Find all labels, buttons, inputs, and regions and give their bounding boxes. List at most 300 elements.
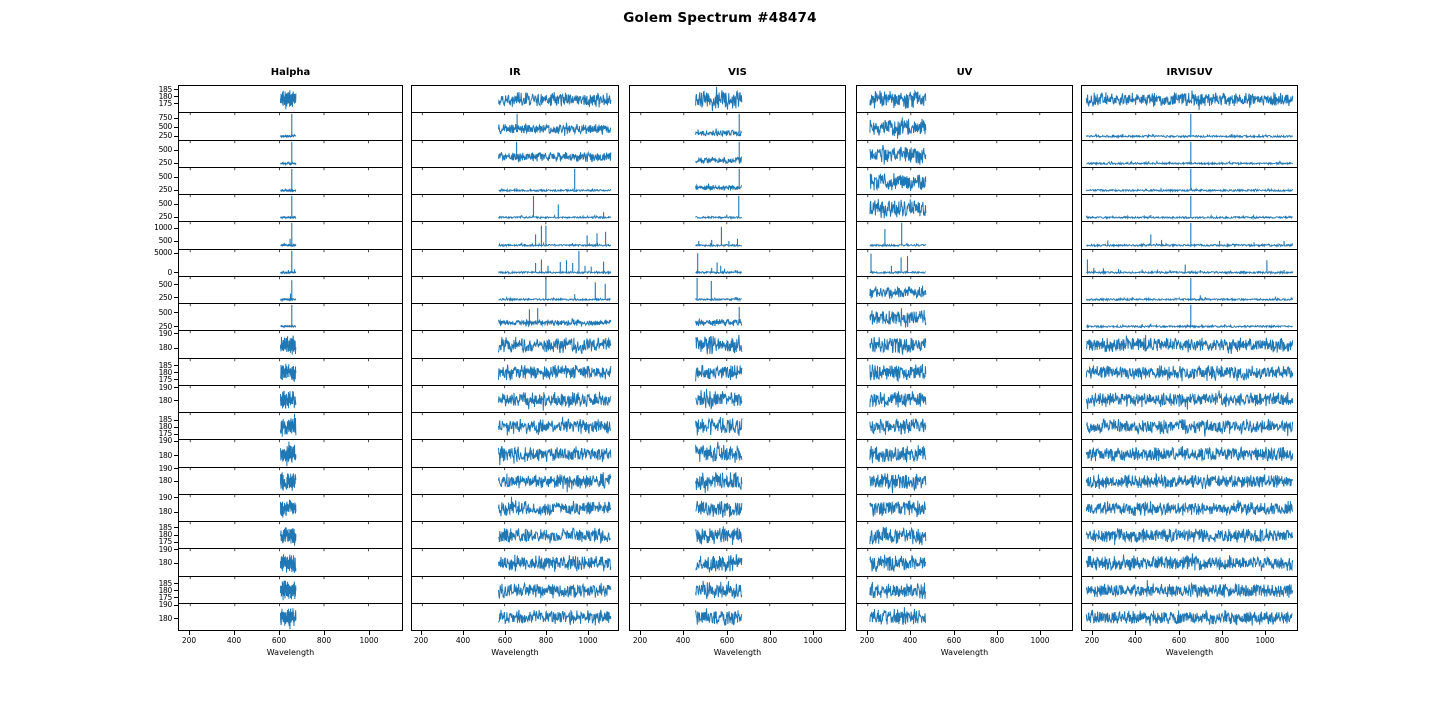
subplot-cell-r4-halpha [178, 167, 403, 195]
spectrum-line [1086, 324, 1292, 327]
y-tick-mark [174, 118, 178, 119]
x-axis-label: Wavelength [266, 648, 315, 657]
spectrum-line [696, 365, 742, 381]
y-tick-label: 500 [158, 236, 172, 246]
spectrum-plot [1082, 495, 1297, 521]
spectrum-plot [179, 359, 402, 385]
spectrum-line [870, 91, 926, 109]
subplot-cell-r19-ir [411, 576, 619, 604]
y-tick-label: 250 [158, 131, 172, 140]
x-tick-label: 400 [1127, 636, 1143, 645]
spectrum-plot [1082, 113, 1297, 140]
column-title-vis: VIS [728, 67, 747, 78]
spectrum-plot [412, 86, 618, 112]
subplot-cell-r12-ir [411, 385, 619, 413]
x-tick-label: 1000 [578, 636, 598, 645]
y-tick-mark [174, 468, 178, 469]
y-tick-label: 190 [158, 436, 172, 446]
subplot-cell-r17-vis [629, 521, 846, 549]
spectrum-plot [412, 386, 618, 412]
x-tick-mark [324, 631, 325, 635]
y-tick-mark [174, 228, 178, 229]
spectrum-plot [1082, 549, 1297, 576]
spectrum-line [870, 582, 926, 599]
spectrum-line [281, 189, 296, 192]
spectrum-plot [857, 141, 1072, 167]
spectrum-line [1086, 90, 1292, 110]
spectrum-line [1086, 161, 1292, 164]
spectrum-line [281, 472, 296, 491]
y-tick-label: 500 [158, 145, 172, 155]
spectrum-plot [1082, 195, 1297, 221]
y-tick-mark [174, 284, 178, 285]
y-tick-label: 750 [158, 113, 172, 123]
subplot-cell-r7-halpha [178, 249, 403, 277]
spectrum-plot [179, 386, 402, 412]
spectrum-plot [1082, 604, 1297, 630]
spectrum-line [499, 271, 611, 273]
spectrum-line [281, 442, 296, 467]
subplot-cell-r11-vis [629, 358, 846, 386]
spectrum-line [281, 554, 296, 572]
y-tick-mark [174, 420, 178, 421]
spectrum-plot [630, 250, 845, 276]
y-tick-mark [174, 136, 178, 137]
subplot-cell-r8-uv [856, 276, 1073, 304]
subplot-cell-r6-vis [629, 221, 846, 250]
subplot-cell-r11-ir [411, 358, 619, 386]
y-tick-mark [174, 512, 178, 513]
y-tick-label: 500 [158, 279, 172, 289]
x-axis-label: Wavelength [1165, 648, 1214, 657]
spectrum-plot [179, 413, 402, 439]
x-tick-label: 800 [762, 636, 778, 645]
subplot-cell-r18-halpha [178, 548, 403, 577]
spectrum-line [696, 608, 742, 625]
x-axis-label: Wavelength [713, 648, 762, 657]
spectrum-plot [630, 113, 845, 140]
spectrum-plot [630, 359, 845, 385]
spectrum-line [499, 472, 611, 492]
spectrum-plot [630, 304, 845, 330]
y-tick-mark [174, 241, 178, 242]
spectrum-line [499, 337, 611, 354]
spectrum-plot [630, 604, 845, 630]
spectrum-plot [179, 195, 402, 221]
subplot-cell-r20-ir [411, 603, 619, 631]
spectrum-plot [630, 195, 845, 221]
x-tick-label: 1000 [1255, 636, 1275, 645]
spectrum-plot [179, 468, 402, 494]
spectrum-line [1086, 580, 1292, 598]
x-tick-mark [683, 631, 684, 635]
spectrum-line [696, 217, 742, 219]
subplot-cell-r8-vis [629, 276, 846, 304]
y-tick-label: 190 [158, 328, 172, 338]
subplot-cell-r4-irvisuv [1081, 167, 1298, 195]
spectrum-plot [1082, 250, 1297, 276]
y-tick-label: 500 [158, 172, 172, 182]
spectrum-plot [857, 86, 1072, 112]
spectrum-plot [630, 495, 845, 521]
y-tick-mark [174, 590, 178, 591]
spectrum-line [870, 199, 926, 218]
subplot-cell-r6-irvisuv [1081, 221, 1298, 250]
subplot-cell-r7-irvisuv [1081, 249, 1298, 277]
x-tick-label: 1000 [803, 636, 823, 645]
x-tick-mark [189, 631, 190, 635]
subplot-cell-r11-uv [856, 358, 1073, 386]
x-tick-mark [954, 631, 955, 635]
spectrum-line [1086, 335, 1292, 354]
y-tick-mark [174, 455, 178, 456]
spectrum-plot [1082, 331, 1297, 358]
y-tick-label: 185 [158, 360, 172, 370]
y-tick-mark [174, 365, 178, 366]
spectrum-line [281, 608, 296, 629]
subplot-cell-r14-vis [629, 439, 846, 468]
spectrum-line [281, 217, 296, 219]
spectrum-plot [1082, 440, 1297, 467]
spectrum-plot [179, 495, 402, 521]
spectrum-plot [1082, 168, 1297, 194]
x-axis-label: Wavelength [491, 648, 539, 657]
subplot-cell-r5-ir [411, 194, 619, 222]
spectrum-plot [412, 359, 618, 385]
x-tick-label: 600 [497, 636, 513, 645]
y-tick-mark [174, 177, 178, 178]
spectrum-plot [1082, 413, 1297, 439]
spectrum-line [499, 555, 611, 572]
y-tick-label: 5000 [154, 248, 172, 258]
y-tick-label: 500 [158, 199, 172, 209]
spectrum-line [696, 442, 742, 463]
spectrum-line [870, 527, 926, 545]
x-tick-label: 400 [902, 636, 918, 645]
spectrum-plot [412, 522, 618, 548]
spectrum-line [281, 243, 296, 246]
x-tick-mark [1265, 631, 1266, 635]
subplot-cell-r3-ir [411, 140, 619, 168]
spectrum-plot [630, 86, 845, 112]
x-tick-label: 800 [989, 636, 1005, 645]
y-tick-label: 190 [158, 492, 172, 502]
x-tick-label: 600 [271, 636, 287, 645]
spectrum-plot [1082, 304, 1297, 330]
x-tick-mark [910, 631, 911, 635]
y-tick-mark [174, 96, 178, 97]
spectrum-line [499, 417, 611, 436]
column-title-uv: UV [956, 67, 973, 78]
subplot-cell-r10-halpha [178, 330, 403, 359]
y-tick-mark [174, 527, 178, 528]
subplot-cell-r12-vis [629, 385, 846, 413]
y-tick-mark [174, 549, 178, 550]
spectrum-line [1086, 474, 1292, 489]
spectrum-plot [179, 577, 402, 603]
spectrum-plot [1082, 386, 1297, 412]
subplot-cell-r13-ir [411, 412, 619, 440]
y-tick-mark [174, 190, 178, 191]
y-tick-label: 180 [158, 530, 172, 539]
y-tick-label: 250 [158, 185, 172, 195]
subplot-cell-r1-vis [629, 85, 846, 113]
spectrum-line [696, 87, 742, 111]
x-tick-label: 400 [226, 636, 242, 645]
y-tick-mark [174, 441, 178, 442]
subplot-cell-r2-ir [411, 112, 619, 141]
subplot-cell-r17-ir [411, 521, 619, 549]
subplot-cell-r11-irvisuv [1081, 358, 1298, 386]
spectrum-line [281, 391, 296, 409]
x-tick-mark [279, 631, 280, 635]
subplot-cell-r8-ir [411, 276, 619, 304]
spectrum-line [870, 286, 926, 298]
y-tick-label: 175 [158, 429, 172, 439]
spectrum-line [1086, 528, 1292, 545]
spectrum-line [696, 389, 742, 409]
spectrum-plot [857, 549, 1072, 576]
x-tick-label: 600 [719, 636, 735, 645]
spectrum-line [696, 319, 742, 326]
spectrum-plot [630, 522, 845, 548]
spectrum-line [281, 500, 296, 518]
y-tick-mark [174, 372, 178, 373]
subplot-cell-r15-halpha [178, 467, 403, 495]
subplot-cell-r13-vis [629, 412, 846, 440]
subplot-cell-r17-uv [856, 521, 1073, 549]
spectrum-line [870, 500, 926, 517]
subplot-cell-r16-vis [629, 494, 846, 522]
x-tick-mark [421, 631, 422, 635]
subplot-cell-r8-halpha [178, 276, 403, 304]
y-tick-mark [174, 400, 178, 401]
y-tick-mark [174, 163, 178, 164]
spectrum-plot [857, 413, 1072, 439]
y-tick-label: 500 [158, 122, 172, 132]
spectrum-line [870, 173, 926, 191]
subplot-cell-r12-halpha [178, 385, 403, 413]
spectrum-line [281, 325, 296, 328]
spectrum-line [870, 271, 926, 273]
spectrum-line [1086, 216, 1292, 219]
spectrum-line [696, 335, 742, 354]
spectrum-line [499, 298, 611, 301]
spectrum-plot [179, 113, 402, 140]
subplot-cell-r14-ir [411, 439, 619, 468]
subplot-cell-r9-halpha [178, 303, 403, 331]
spectrum-line [281, 162, 296, 164]
subplot-cell-r18-uv [856, 548, 1073, 577]
subplot-cell-r3-irvisuv [1081, 140, 1298, 168]
spectrum-line [1086, 134, 1292, 137]
x-axis-label: Wavelength [940, 648, 989, 657]
subplot-cell-r16-ir [411, 494, 619, 522]
spectrum-plot [630, 440, 845, 467]
subplot-cell-r10-vis [629, 330, 846, 359]
subplot-cell-r2-irvisuv [1081, 112, 1298, 141]
subplot-cell-r11-halpha [178, 358, 403, 386]
spectrum-plot [1082, 359, 1297, 385]
spectrum-plot [857, 195, 1072, 221]
y-tick-mark [174, 348, 178, 349]
spectrum-line [499, 188, 611, 191]
spectrum-line [696, 157, 742, 164]
spectrum-line [696, 554, 742, 572]
spectrum-plot [412, 495, 618, 521]
spectrum-plot [179, 604, 402, 630]
subplot-cell-r15-irvisuv [1081, 467, 1298, 495]
spectrum-line [499, 92, 611, 108]
x-tick-mark [1092, 631, 1093, 635]
x-tick-label: 400 [675, 636, 691, 645]
spectrum-plot [630, 577, 845, 603]
spectrum-plot [179, 304, 402, 330]
spectrum-plot [630, 222, 845, 249]
spectrum-line [870, 555, 926, 572]
subplot-cell-r5-uv [856, 194, 1073, 222]
spectrum-line [696, 129, 742, 137]
subplot-cell-r18-vis [629, 548, 846, 577]
spectrum-line [870, 445, 926, 463]
x-tick-mark [505, 631, 506, 635]
y-tick-mark [174, 605, 178, 606]
spectrum-plot [630, 331, 845, 358]
spectrum-plot [179, 549, 402, 576]
spectrum-plot [1082, 522, 1297, 548]
subplot-cell-r13-halpha [178, 412, 403, 440]
spectrum-line [1086, 446, 1292, 462]
x-tick-mark [1040, 631, 1041, 635]
spectrum-line [870, 607, 926, 625]
spectrum-line [281, 527, 296, 545]
y-tick-label: 185 [158, 523, 172, 532]
column-title-irvisuv: IRVISUV [1166, 67, 1213, 78]
subplot-cell-r7-ir [411, 249, 619, 277]
spectrum-plot [179, 168, 402, 194]
x-tick-label: 200 [632, 636, 648, 645]
spectrum-plot [630, 141, 845, 167]
y-tick-label: 175 [158, 592, 172, 602]
spectrum-plot [857, 113, 1072, 140]
y-tick-label: 185 [158, 84, 172, 94]
spectrum-line [870, 117, 926, 138]
y-tick-label: 180 [158, 422, 172, 432]
y-tick-mark [174, 481, 178, 482]
y-tick-label: 180 [158, 476, 172, 485]
spectrum-line [1086, 189, 1292, 192]
spectrum-line [696, 243, 742, 246]
spectrum-line [499, 446, 611, 465]
spectrum-plot [179, 331, 402, 358]
subplot-cell-r20-uv [856, 603, 1073, 631]
spectrum-plot [412, 604, 618, 630]
y-tick-mark [174, 103, 178, 104]
spectrum-plot [412, 113, 618, 140]
spectrum-line [696, 417, 742, 436]
spectrum-line [870, 364, 926, 382]
spectrum-line [870, 419, 926, 435]
spectrum-plot [412, 250, 618, 276]
spectrum-plot [630, 413, 845, 439]
spectrum-line [870, 145, 926, 165]
subplot-cell-r4-vis [629, 167, 846, 195]
subplot-cell-r15-ir [411, 467, 619, 495]
subplot-cell-r1-halpha [178, 85, 403, 113]
spectrum-plot [412, 577, 618, 603]
y-tick-label: 180 [158, 585, 172, 595]
subplot-cell-r14-uv [856, 439, 1073, 468]
spectrum-line [1086, 419, 1292, 437]
y-tick-label: 180 [158, 507, 172, 517]
spectrum-plot [1082, 222, 1297, 249]
spectrum-plot [1082, 577, 1297, 603]
subplot-cell-r13-uv [856, 412, 1073, 440]
spectrum-plot [857, 277, 1072, 303]
subplot-cell-r16-irvisuv [1081, 494, 1298, 522]
subplot-cell-r1-irvisuv [1081, 85, 1298, 113]
subplot-cell-r2-uv [856, 112, 1073, 141]
subplot-cell-r15-vis [629, 467, 846, 495]
spectrum-plot [857, 168, 1072, 194]
spectrum-line [499, 124, 611, 136]
spectrum-plot [412, 468, 618, 494]
x-tick-label: 200 [859, 636, 875, 645]
subplot-cell-r1-uv [856, 85, 1073, 113]
spectrum-line [696, 472, 742, 493]
x-tick-label: 600 [946, 636, 962, 645]
spectrum-line [1086, 365, 1292, 381]
y-tick-mark [174, 583, 178, 584]
subplot-cell-r19-uv [856, 576, 1073, 604]
subplot-cell-r13-irvisuv [1081, 412, 1298, 440]
y-tick-mark [174, 379, 178, 380]
y-tick-label: 180 [158, 343, 172, 353]
x-tick-label: 800 [538, 636, 554, 645]
spectrum-plot [857, 386, 1072, 412]
y-tick-label: 0 [167, 267, 172, 277]
spectrum-line [1086, 553, 1292, 571]
x-tick-mark [727, 631, 728, 635]
spectrum-plot [1082, 141, 1297, 167]
spectrum-plot [412, 277, 618, 303]
y-tick-mark [174, 150, 178, 151]
spectrum-line [696, 184, 742, 191]
column-title-halpha: Halpha [270, 67, 311, 78]
y-tick-label: 190 [158, 382, 172, 392]
x-tick-label: 200 [1084, 636, 1100, 645]
subplot-cell-r2-halpha [178, 112, 403, 141]
x-tick-label: 200 [181, 636, 197, 645]
spectrum-line [1086, 500, 1292, 516]
column-title-ir: IR [509, 67, 521, 78]
y-tick-mark [174, 272, 178, 273]
spectrum-plot [412, 331, 618, 358]
x-tick-label: 1000 [359, 636, 379, 645]
x-tick-mark [867, 631, 868, 635]
figure-title: Golem Spectrum #48474 [623, 10, 817, 26]
subplot-cell-r6-uv [856, 221, 1073, 250]
y-tick-label: 1000 [154, 223, 172, 233]
subplot-cell-r14-halpha [178, 439, 403, 468]
y-tick-label: 180 [158, 450, 172, 460]
subplot-cell-r20-vis [629, 603, 846, 631]
y-tick-label: 190 [158, 544, 172, 554]
spectrum-plot [1082, 277, 1297, 303]
subplot-cell-r16-halpha [178, 494, 403, 522]
subplot-cell-r3-halpha [178, 140, 403, 168]
y-tick-label: 250 [158, 292, 172, 302]
